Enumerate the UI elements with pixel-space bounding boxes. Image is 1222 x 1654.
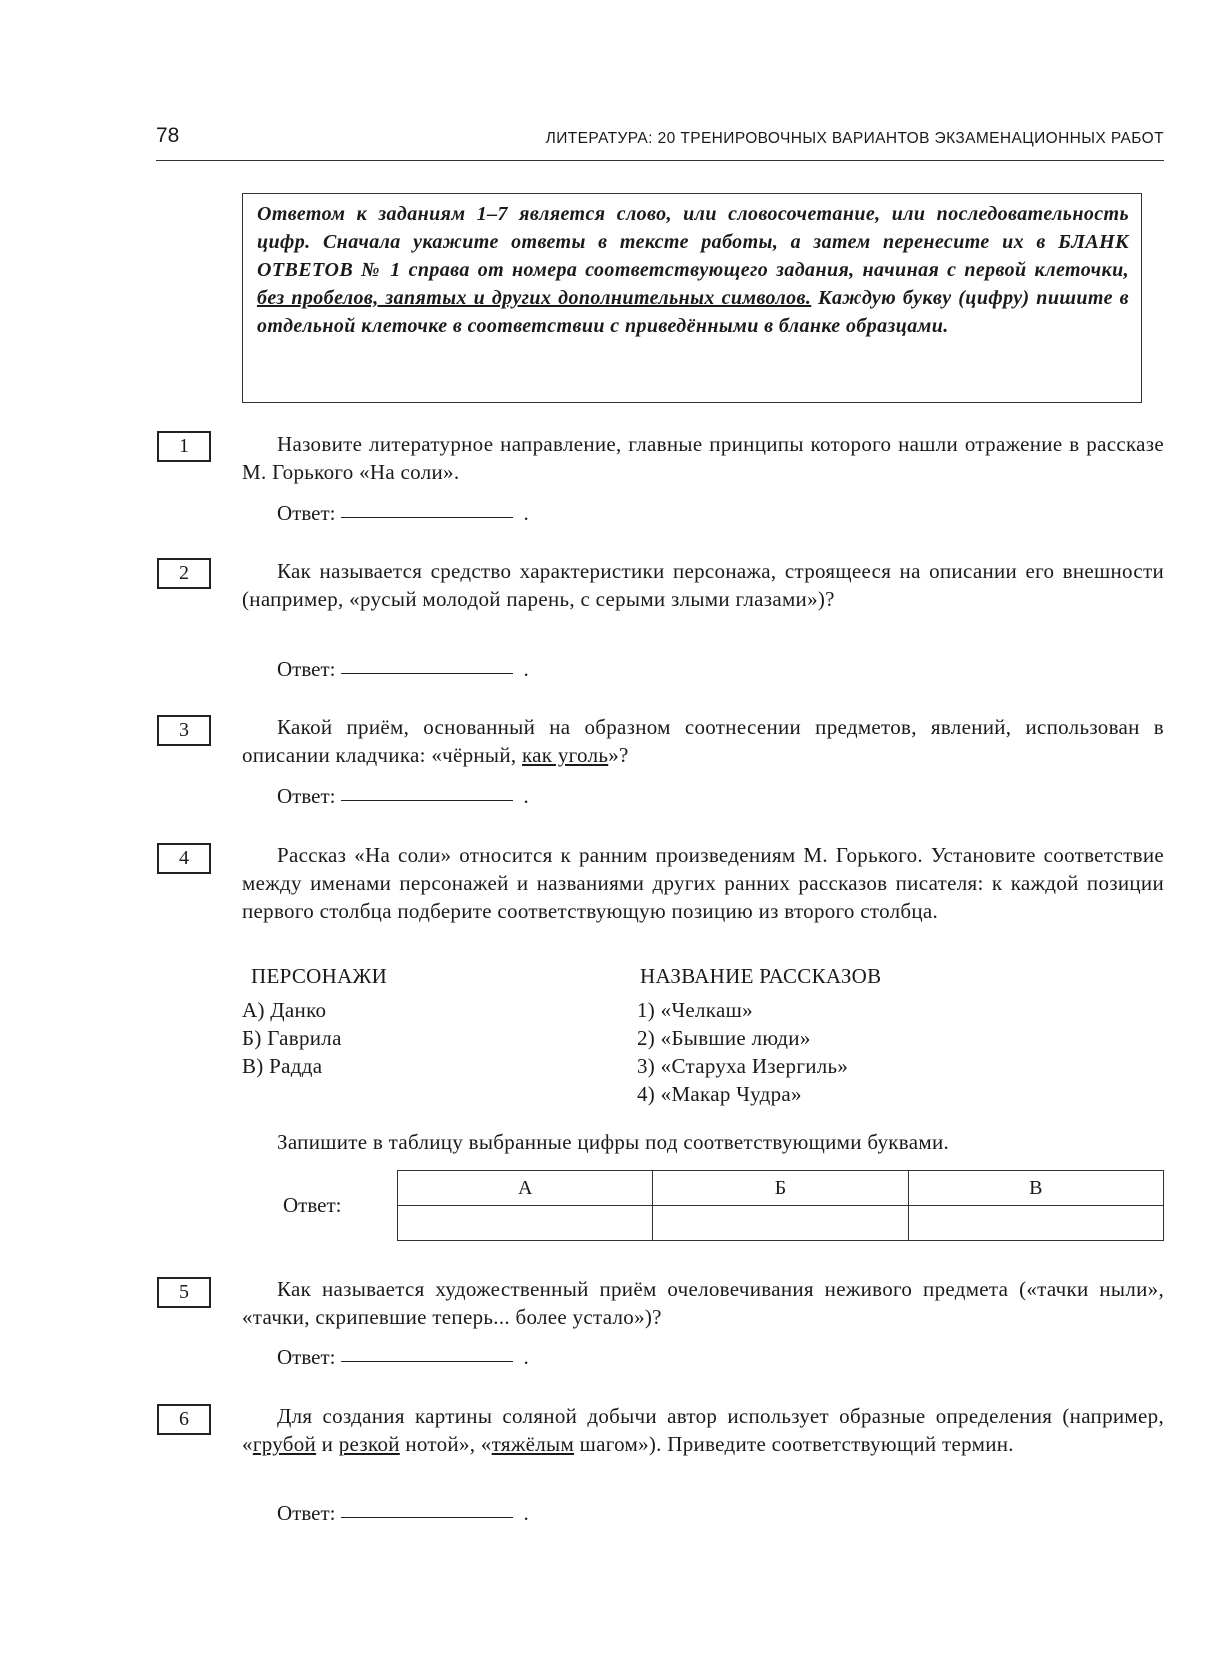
question-text [242,1275,1164,1331]
table-header-a: А [398,1171,653,1206]
question-text [242,713,1164,769]
table-header-v: В [908,1171,1163,1206]
answer-dot: . [523,1345,529,1369]
question-3-text: Какой приём, основанный на образном соотнесении предметов, явлений, использован в описании кладчика: «чёрный, [242,715,1164,767]
answer-line[interactable] [341,799,513,801]
answer-label: Ответ: [277,784,336,808]
left-column-header: ПЕРСОНАЖИ [251,964,388,988]
question-3-underlined: как уголь [522,743,609,767]
question-6-underlined-1: грубой [252,1432,317,1456]
character-item: Б) Гаврила [242,1026,342,1050]
question-number-box: 2 [157,558,211,589]
answer-table [397,1170,1164,1241]
question-6-text-3: нотой», « [399,1432,492,1456]
question-6-text-2: и [316,1432,339,1456]
answer-label: Ответ: [277,1501,336,1525]
story-item: 2) «Бывшие люди» [637,1026,811,1050]
answer-line[interactable] [341,1360,513,1362]
question-text [242,557,1164,613]
table-instruction: Запишите в таблицу выбранные цифры под соответствующими буквами. [277,1130,950,1154]
question-4-text: Рассказ «На соли» относится к ранним произведениям М. Горького. Установите соответствие между именами персонажей и названиями других ранних рассказов писателя: к каждой позиции первого столбца подберите соответствующую позицию из второго столбца. [242,843,1164,923]
question-text [242,1402,1164,1458]
question-2-text: Как называется средство характеристики персонажа, строящееся на описании его внешности (например, «русый молодой парень, с серыми злыми глазами»)? [242,559,1164,611]
question-number-box: 6 [157,1404,211,1435]
answer-cell-a[interactable] [398,1206,653,1241]
instructions-box [242,193,1142,403]
question-6-underlined-3: тяжёлым [491,1432,575,1456]
instructions-underlined: без пробелов, запятых и других дополнительных символов. [257,287,812,309]
answer-line[interactable] [341,672,513,674]
answer-label: Ответ: [277,657,336,681]
story-item: 4) «Макар Чудра» [637,1082,802,1106]
answer-field[interactable] [277,782,529,810]
answer-dot: . [523,784,529,808]
answer-cell-b[interactable] [653,1206,908,1241]
answer-label: Ответ: [277,1345,336,1369]
answer-label: Ответ: [277,501,336,525]
question-6-text-4: шагом»). Приведите соответствующий термин. [574,1432,1014,1456]
question-number-box: 5 [157,1277,211,1308]
story-item: 1) «Челкаш» [637,998,753,1022]
table-header-b: Б [653,1171,908,1206]
question-number-box: 4 [157,843,211,874]
instructions-text: Ответом к заданиям 1–7 является слово, или словосочетание, или последовательность цифр. Сначала укажите ответы в тексте работы, а затем перенесите их в БЛАНК ОТВЕТОВ № 1 справа от номера соответствующего задания, начиная с первой клеточки, [257,203,1129,281]
answer-field[interactable] [277,655,529,683]
question-5-text: Как называется художественный приём очеловечивания неживого предмета («тачки ныли», «тачки, скрипевшие теперь... более устало»)? [242,1277,1164,1329]
question-6-underlined-2: резкой [338,1432,400,1456]
running-title: ЛИТЕРАТУРА: 20 ТРЕНИРОВОЧНЫХ ВАРИАНТОВ ЭКЗАМЕНАЦИОННЫХ РАБОТ [545,130,1164,147]
question-number-box: 1 [157,431,211,462]
character-item: А) Данко [242,998,327,1022]
answer-field[interactable] [277,499,529,527]
question-6-text: Для создания картины соляной добычи автор использует образные определения (например, « [242,1404,1164,1456]
answer-dot: . [523,1501,529,1525]
instructions-text-2: Каждую букву (цифру) пишите в отдельной клеточке в соответствии с приведёнными в бланке образцами. [257,287,1129,337]
page-header [156,122,1164,161]
answer-field[interactable] [277,1343,529,1371]
question-3-text-end: »? [608,743,629,767]
answer-line[interactable] [341,1516,513,1518]
story-item: 3) «Старуха Изергиль» [637,1054,849,1078]
question-text [242,430,1164,486]
answer-table-label: Ответ: [283,1193,342,1217]
page-number: 78 [156,124,180,147]
question-1-text: Назовите литературное направление, главные принципы которого нашли отражение в рассказе М. Горького «На соли». [242,432,1164,484]
answer-dot: . [523,501,529,525]
answer-line[interactable] [341,516,513,518]
question-number-box: 3 [157,715,211,746]
answer-cell-v[interactable] [908,1206,1163,1241]
question-text [242,841,1164,925]
character-item: В) Радда [242,1054,323,1078]
answer-field[interactable] [277,1499,529,1527]
right-column-header: НАЗВАНИЕ РАССКАЗОВ [640,964,882,988]
answer-dot: . [523,657,529,681]
